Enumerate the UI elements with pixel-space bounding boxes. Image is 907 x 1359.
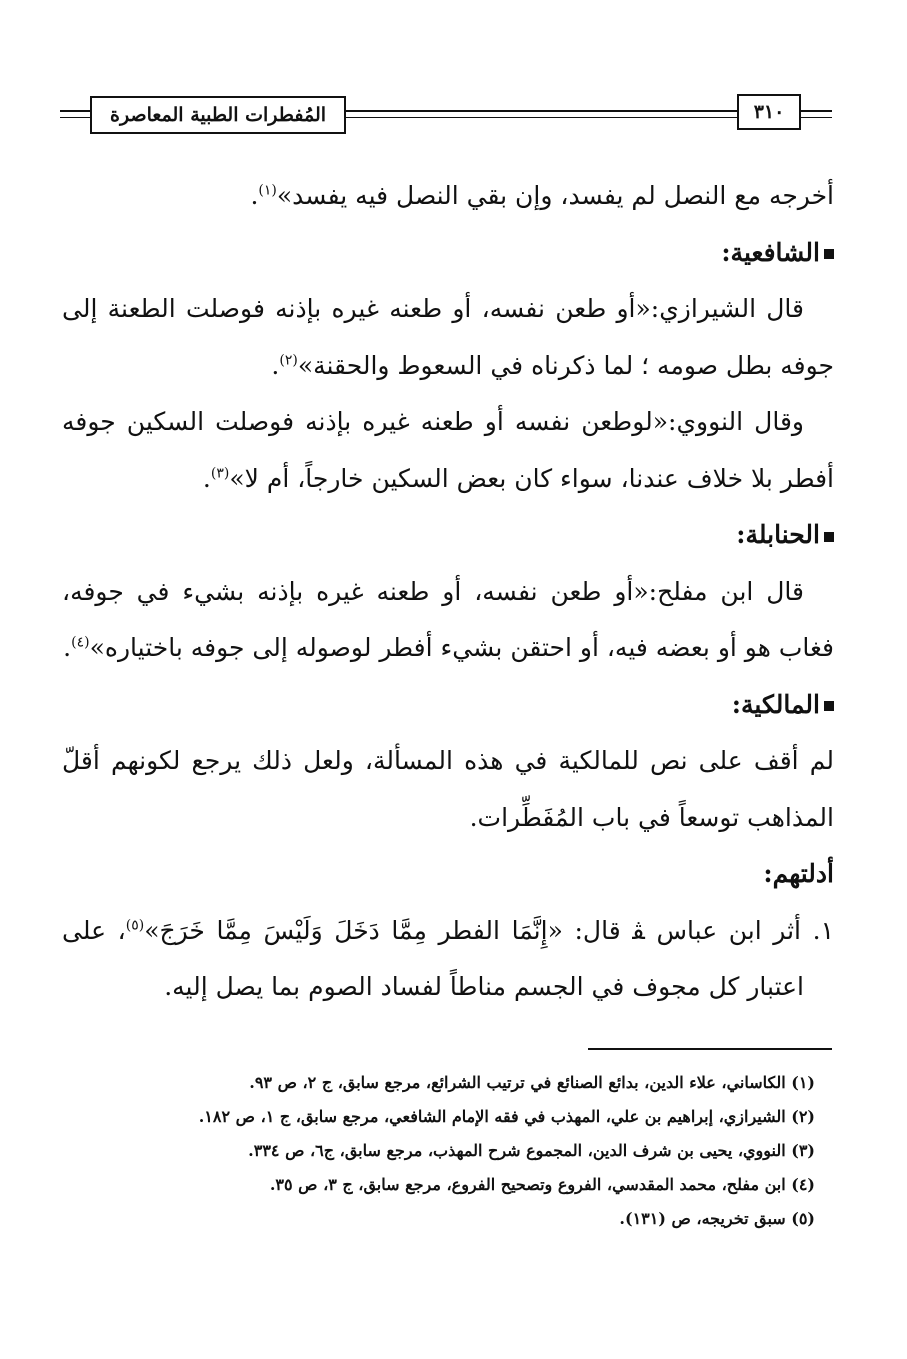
footnote-2: (٢) الشيرازي، إبراهيم بن علي، المهذب في فقه الإمام الشافعي، مرجع سابق، ج ١، ص ١٨٢. bbox=[198, 1107, 815, 1126]
footnote-4: (٤) ابن مفلح، محمد المقدسي، الفروع وتصحيح الفروع، مرجع سابق، ج ٣، ص ٣٥. bbox=[269, 1175, 815, 1194]
evidence-text-b: ، على اعتبار كل مجوف في الجسم مناطاً لفساد الصوم بما يصل إليه. bbox=[62, 915, 804, 1001]
paragraph-continuation: أخرجه مع النصل لم يفسد، وإن بقي النصل فيه يفسد»$^{(١)}$. bbox=[250, 181, 834, 210]
main-text bbox=[62, 168, 834, 1016]
footnote-ref-4: (٤) bbox=[71, 634, 90, 651]
header-rule-middle bbox=[342, 110, 737, 118]
ibn-muflih-text: قال ابن مفلح:«أو طعن نفسه، أو طعنه غيره بإذنه بشيء في جوفه، فغاب هو أو بعضه فيه، أو احتقن بشيء أفطر لوصوله إلى جوفه باختياره» bbox=[62, 576, 834, 662]
heading-shafii-text: الشافعية: bbox=[721, 237, 820, 267]
evidence-text-a: أثر ابن عباس ﭭ قال: «إِنَّمَا الفطر مِمَّا دَخَلَ وَلَيْسَ مِمَّا خَرَجَ» bbox=[144, 915, 801, 945]
square-bullet-icon bbox=[824, 249, 834, 259]
heading-adilla bbox=[62, 846, 834, 903]
continuation-text: أخرجه مع النصل لم يفسد، وإن بقي النصل فيه يفسد» bbox=[276, 181, 834, 210]
paragraph-maliki bbox=[62, 733, 834, 846]
footnotes bbox=[100, 1066, 815, 1236]
maliki-text: لم أقف على نص للمالكية في هذه المسألة، ولعل ذلك يرجع لكونهم أقلّ المذاهب توسعاً في باب المُفَطِّرات. bbox=[62, 746, 834, 832]
header-rule-left bbox=[60, 110, 90, 118]
running-title bbox=[90, 96, 346, 134]
heading-shafii bbox=[62, 225, 834, 282]
footnote-3: (٣) النووي، يحيى بن شرف الدين، المجموع شرح المهذب، مرجع سابق، ج٦، ص ٣٣٤. bbox=[248, 1141, 815, 1160]
heading-adilla-text: أدلتهم: bbox=[763, 859, 834, 888]
header-rule-right bbox=[797, 110, 832, 118]
evidence-number: ١. bbox=[812, 915, 834, 945]
page-number bbox=[737, 94, 801, 130]
evidence-item-1 bbox=[62, 903, 834, 1016]
footnote-ref-5: (٥) bbox=[125, 917, 145, 934]
paragraph-nawawi: وقال النووي:«لوطعن نفسه أو طعنه غيره بإذنه فوصلت السكين جوفه أفطر بلا خلاف عندنا، سواء كان بعض السكين خارجاً، أم لا»$^{(٣)}$. bbox=[62, 407, 834, 493]
footnote-separator bbox=[588, 1048, 832, 1050]
nawawi-text: وقال النووي:«لوطعن نفسه أو طعنه غيره بإذنه فوصلت السكين جوفه أفطر بلا خلاف عندنا، سواء كان بعض السكين خارجاً، أم لا» bbox=[62, 407, 834, 493]
square-bullet-icon bbox=[824, 532, 834, 542]
heading-malikiyya bbox=[62, 677, 834, 734]
page-number-text: ٣١٠ bbox=[753, 101, 785, 123]
footnote-1: (١) الكاساني، علاء الدين، بدائع الصنائع في ترتيب الشرائع، مرجع سابق، ج ٢، ص ٩٣. bbox=[249, 1073, 815, 1092]
square-bullet-icon bbox=[824, 701, 834, 711]
paragraph-ibn-muflih: قال ابن مفلح:«أو طعن نفسه، أو طعنه غيره بإذنه بشيء في جوفه، فغاب هو أو بعضه فيه، أو احتقن بشيء أفطر لوصوله إلى جوفه باختياره»$^{(٤)}$. bbox=[62, 576, 834, 662]
heading-hanabila bbox=[62, 507, 834, 564]
footnote-ref-1: (١) bbox=[258, 182, 277, 199]
shirazi-text: قال الشيرازي:«أو طعن نفسه، أو طعنه غيره بإذنه فوصلت الطعنة إلى جوفه بطل صومه ؛ لما ذكرناه في السعوط والحقنة» bbox=[62, 294, 834, 380]
running-title-text: المُفطرات الطبية المعاصرة bbox=[110, 104, 327, 126]
footnote-ref-2: (٢) bbox=[279, 352, 298, 369]
heading-malikiyya-text: المالكية: bbox=[731, 689, 820, 719]
paragraph-shirazi: قال الشيرازي:«أو طعن نفسه، أو طعنه غيره بإذنه فوصلت الطعنة إلى جوفه بطل صومه ؛ لما ذكرناه في السعوط والحقنة»$^{(٢)}$. bbox=[62, 294, 834, 380]
heading-hanabila-text: الحنابلة: bbox=[736, 520, 820, 549]
footnote-ref-3: (٣) bbox=[210, 465, 230, 482]
footnote-5: (٥) سبق تخريجه، ص (١٣١). bbox=[619, 1209, 815, 1228]
